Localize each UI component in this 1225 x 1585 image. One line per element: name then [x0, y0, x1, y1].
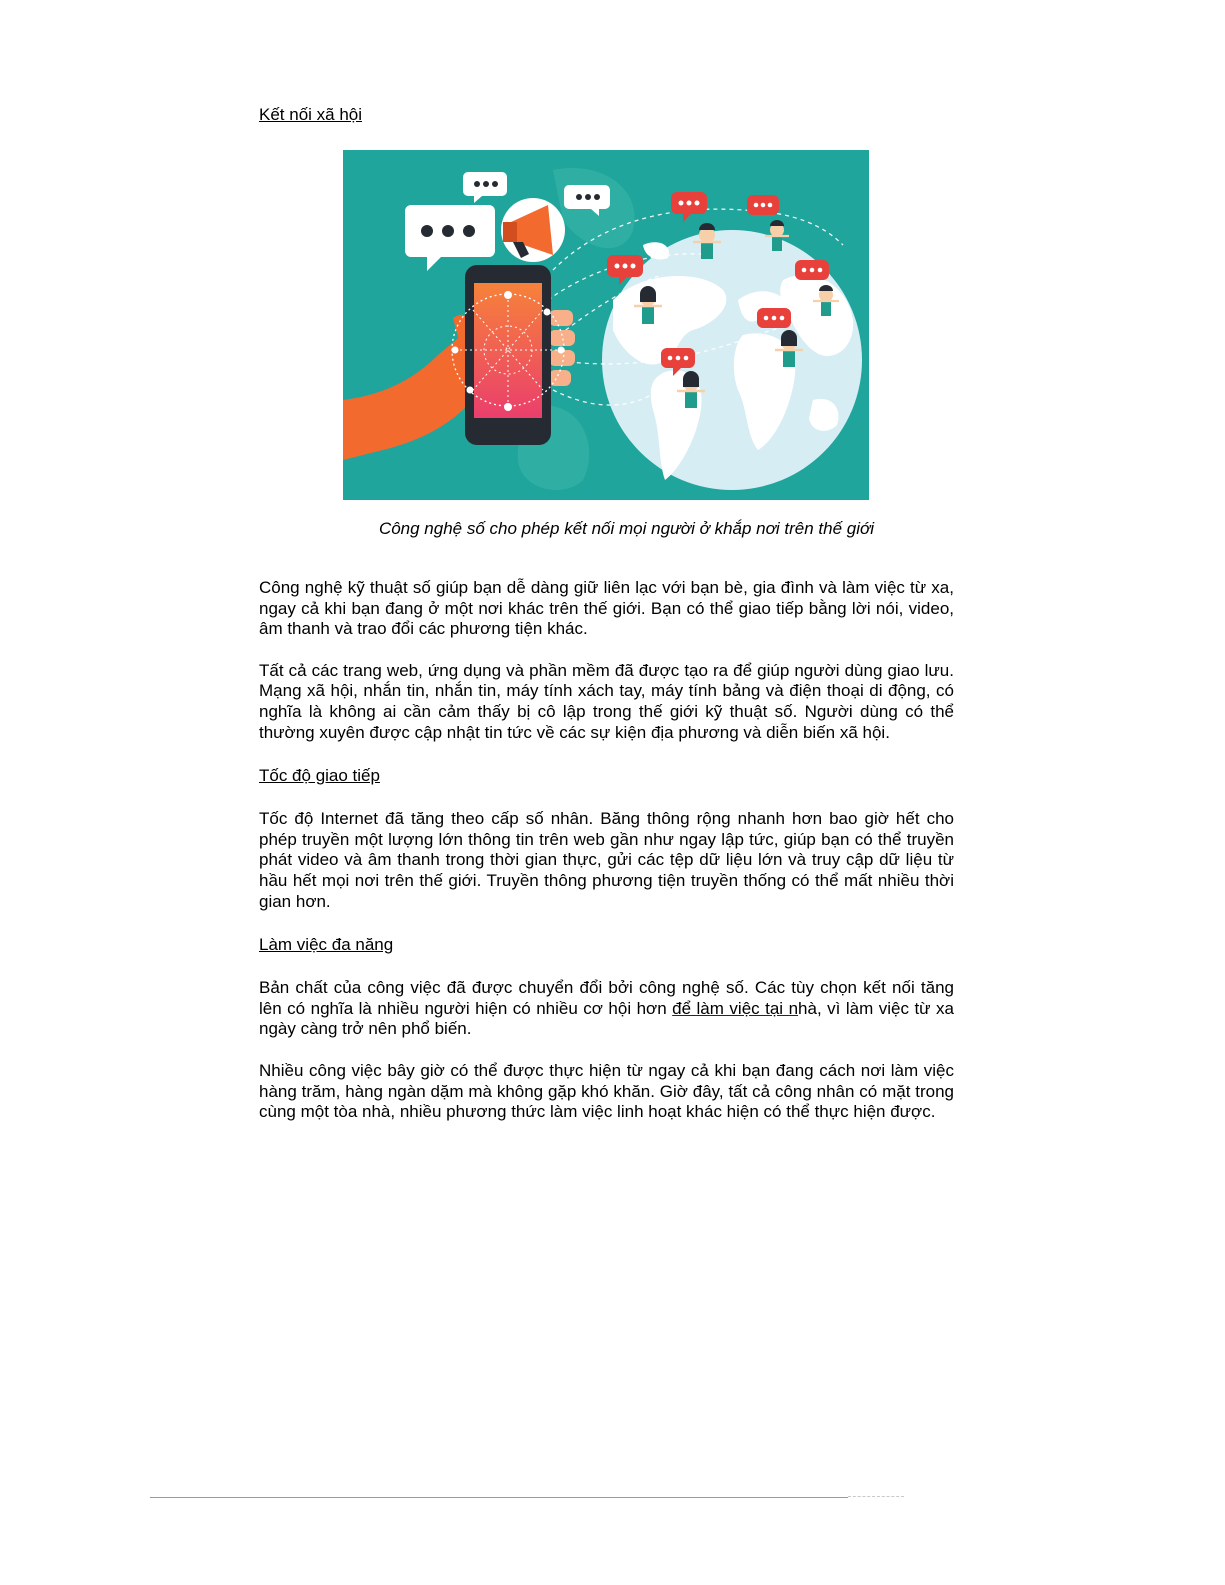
paragraph-work-1	[259, 978, 954, 1040]
figure-caption: Công nghệ số cho phép kết nối mọi người ở khắp nơi trên thế giới	[378, 519, 875, 538]
section-heading-social: Kết nối xã hội	[259, 105, 363, 124]
paragraph-speed-1: Tốc độ Internet đã tăng theo cấp số nhân. Băng thông rộng nhanh hơn bao giờ hết cho phép truyền một lượng lớn thông tin trên web gần như ngay lập tức, giúp bạn có thể truyền phát video và âm thanh trong thời gian thực, gửi các tệp dữ liệu lớn và truy cập dữ liệu từ hầu hết mọi nơi trên thế giới. Truyền thông phương tiện truyền thống có thể mất nhiều thời gian hơn.	[259, 809, 954, 911]
paragraph-work-2: Nhiều công việc bây giờ có thể được thực hiện từ ngay cả khi bạn đang cách nơi làm việc hàng trăm, hàng ngàn dặm mà không gặp khó khăn. Giờ đây, tất cả công nhân có mặt trong cùng một tòa nhà, nhiều phương thức làm việc linh hoạt khác hiện có thể thực hiện được.	[259, 1060, 954, 1122]
social-connection-illustration	[343, 150, 869, 500]
paragraph-work-1-text-before: Bản chất của công việc đã được chuyển đổi bởi công nghệ số. Các tùy chọn kết nối tăng lên có nghĩa là nhiều người hiện có nhiều cơ hội hơn	[259, 978, 954, 1018]
document-body	[259, 103, 954, 1123]
footer-divider	[150, 1497, 848, 1498]
section-heading-work: Làm việc đa năng	[259, 935, 394, 955]
megaphone-icon	[501, 198, 565, 262]
smartphone-icon	[452, 265, 565, 445]
paragraph-work-1-text-after: hà, vì làm việc từ xa ngày càng trở nên phổ biến.	[259, 998, 954, 1039]
paragraph-social-1: Công nghệ kỹ thuật số giúp bạn dễ dàng giữ liên lạc với bạn bè, gia đình và làm việc từ xa, ngay cả khi bạn đang ở một nơi khác trên thế giới. Bạn có thể giao tiếp bằng lời nói, video, âm thanh và trao đổi các phương tiện khác.	[259, 578, 954, 639]
paragraph-social-2: Tất cả các trang web, ứng dụng và phần mềm đã được tạo ra để giúp người dùng giao lưu. Mạng xã hội, nhắn tin, nhắn tin, máy tính xách tay, máy tính bảng và điện thoại di động, có nghĩa là không ai cần cảm thấy bị cô lập trong thế giới kỹ thuật số. Người dùng có thể thường xuyên được cập nhật tin tức về các sự kiện địa phương và diễn biến xã hội.	[259, 660, 954, 742]
work-from-home-link[interactable]: để làm việc tại n	[672, 998, 799, 1018]
footer-divider-dotted	[848, 1496, 904, 1498]
section-heading-speed: Tốc độ giao tiếp	[259, 766, 380, 786]
